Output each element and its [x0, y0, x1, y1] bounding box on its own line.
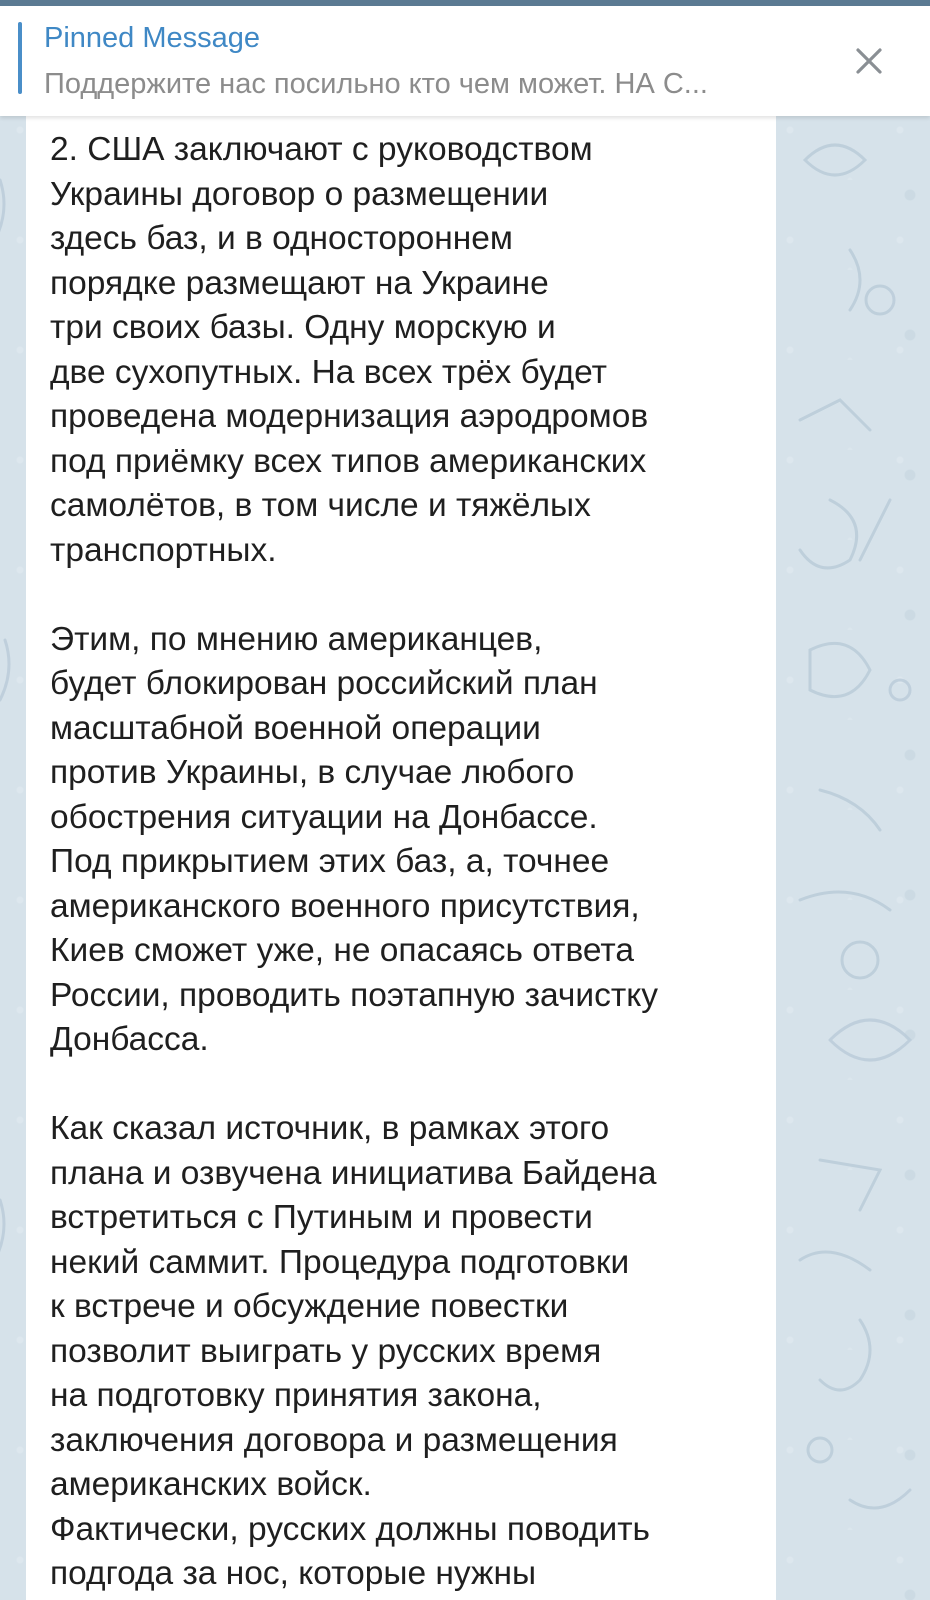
pinned-message-bar[interactable]: [0, 0, 930, 116]
message-bubble[interactable]: [26, 100, 776, 1600]
message-text: 2. США заключают с руководством Украины договор о размещении здесь баз, и в одностороннем порядке размещают на Украине три своих базы. Одну морскую и две сухопутных. На всех трёх будет проведена модернизация аэродромов под приёмку всех типов американских самолётов, в том числе и тяжёлых транспортных. Этим, по мнению американцев, будет блокирован российский план масштабной военной операции против Украины, в случае любого обострения ситуации на Донбассе. Под прикрытием этих баз, а, точнее американского военного присутствия, Киев сможет уже, не опасаясь ответа России, проводить поэтапную зачистку Донбасса. Как сказал источник, в рамках этого плана и озвучена инициатива Байдена встретиться с Путиным и провести некий саммит. Процедура подготовки к встрече и обсуждение повестки позволит выиграть у русских время на подготовку принятия закона, заключения договора и размещения американских войск. Фактически, русских должны поводить подгода за нос, которые нужны: [50, 131, 658, 1592]
close-pinned-button[interactable]: [852, 44, 886, 78]
pinned-accent-line: [18, 22, 22, 94]
close-icon: [852, 44, 886, 78]
pinned-preview: Поддержите нас посильно кто чем может. НА С...: [44, 68, 708, 100]
status-strip: [0, 0, 930, 6]
pinned-title: Pinned Message: [44, 22, 261, 54]
